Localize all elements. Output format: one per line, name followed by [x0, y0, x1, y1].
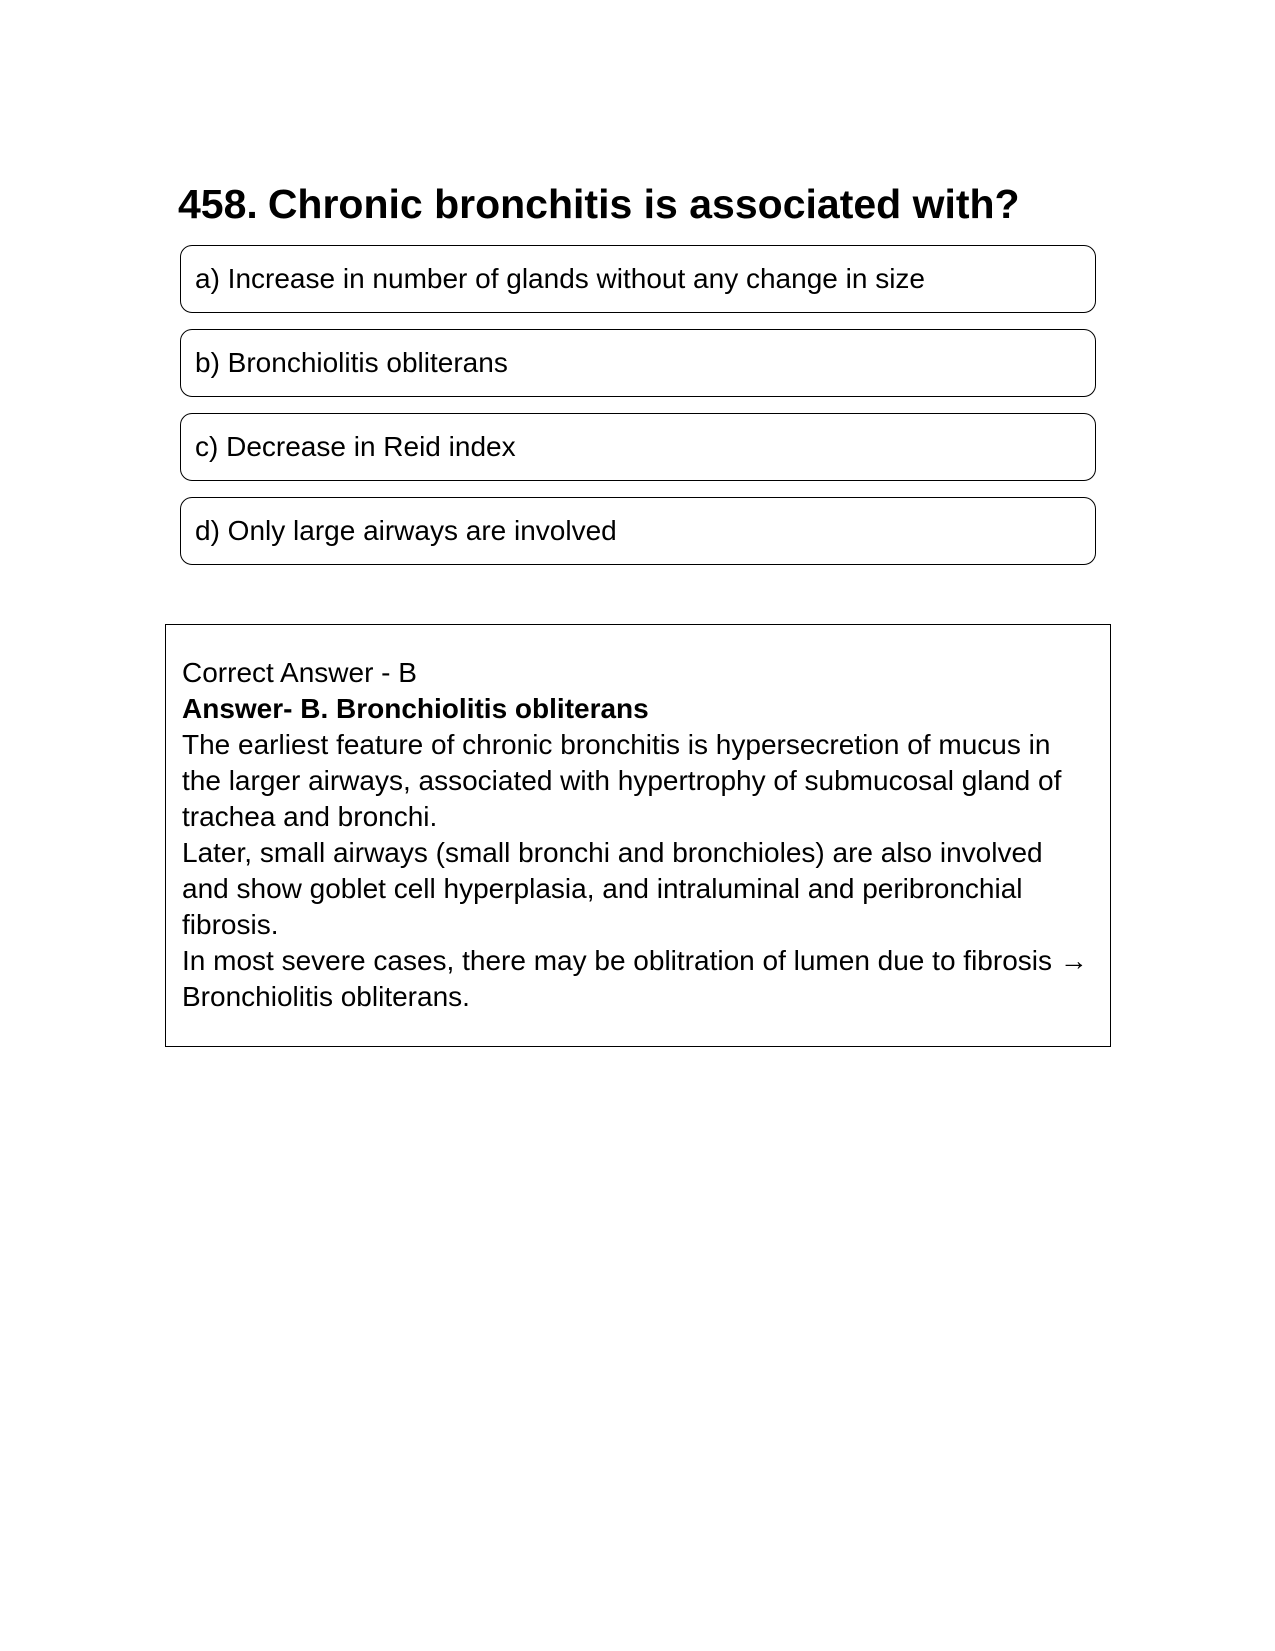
option-c[interactable] — [180, 413, 1096, 481]
option-label: d) Only large airways are involved — [195, 515, 617, 546]
explanation-paragraph: In most severe cases, there may be oblitration of lumen due to fibrosis → Bronchiolitis obliterans. — [182, 945, 1088, 1012]
question-title — [178, 178, 1098, 230]
option-b[interactable] — [180, 329, 1096, 397]
option-a[interactable] — [180, 245, 1096, 313]
option-label: b) Bronchiolitis obliterans — [195, 347, 508, 378]
correct-answer-line: Correct Answer - B — [182, 657, 417, 688]
option-label: a) Increase in number of glands without any change in size — [195, 263, 925, 294]
question-text: Chronic bronchitis is associated with? — [267, 181, 1020, 227]
options-list — [180, 245, 1096, 581]
question-number: 458. — [178, 181, 258, 227]
explanation-paragraph: The earliest feature of chronic bronchitis is hypersecretion of mucus in the larger airways, associated with hypertrophy of submucosal gland of trachea and bronchi. — [182, 729, 1062, 832]
explanation-paragraph: Later, small airways (small bronchi and bronchioles) are also involved and show goblet cell hyperplasia, and intraluminal and peribronchial fibrosis. — [182, 837, 1043, 940]
answer-explanation-box — [165, 624, 1111, 1047]
option-label: c) Decrease in Reid index — [195, 431, 516, 462]
answer-heading: Answer- B. Bronchiolitis obliterans — [182, 693, 649, 724]
option-d[interactable] — [180, 497, 1096, 565]
